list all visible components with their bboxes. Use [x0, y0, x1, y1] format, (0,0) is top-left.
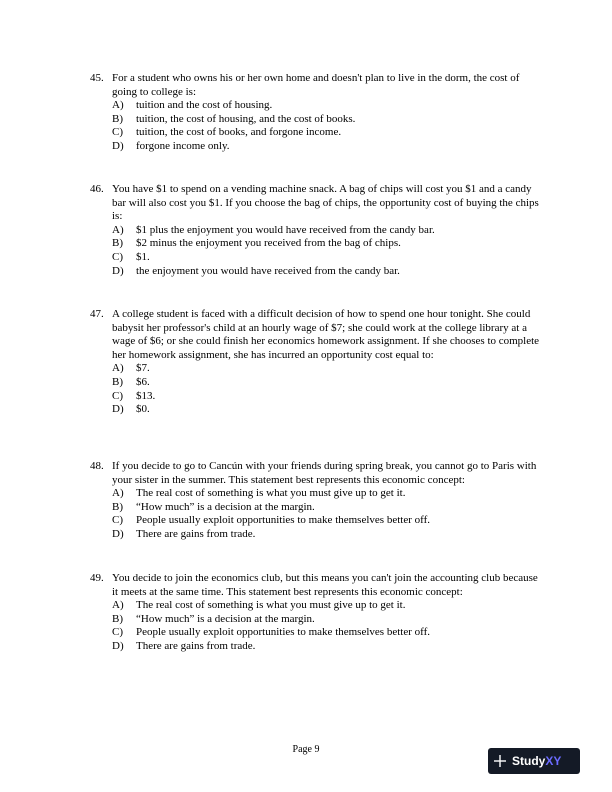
answer-choice-b — [112, 501, 542, 515]
answer-choice-a — [112, 224, 542, 238]
answer-choice-d — [112, 640, 542, 654]
choice-text: People usually exploit opportunities to make themselves better off. — [136, 514, 430, 527]
question-text: A college student is faced with a difficult decision of how to spend one hour tonight. She could babysit her professor's child at an hourly wage of $7; she could work at the college library at a wage of $6; or she could finish her economics homework assignment. If she chooses to complete her homework assignment, she has incurred an opportunity cost equal to: — [112, 308, 540, 361]
answer-choice-c — [112, 126, 542, 140]
question-stem — [90, 572, 542, 599]
question-48 — [90, 460, 542, 542]
question-number: 47. — [90, 308, 104, 320]
choice-text: $1 plus the enjoyment you would have received from the candy bar. — [136, 223, 435, 236]
question-stem — [90, 183, 542, 224]
choice-letter: B) — [112, 237, 123, 250]
question-45 — [90, 72, 542, 154]
choice-letter: D) — [112, 639, 124, 652]
plus-icon — [488, 748, 512, 774]
choice-text: $7. — [136, 362, 150, 375]
answer-choices — [112, 599, 542, 653]
choice-letter: B) — [112, 375, 123, 388]
choice-text: tuition, the cost of housing, and the cost of books. — [136, 112, 356, 125]
choice-text: $13. — [136, 389, 156, 402]
answer-choice-a — [112, 599, 542, 613]
question-stem — [90, 308, 542, 362]
choice-text: $0. — [136, 403, 150, 416]
choice-text: The real cost of something is what you must give up to get it. — [136, 599, 406, 612]
question-49 — [90, 572, 542, 654]
question-text: If you decide to go to Cancún with your friends during spring break, you cannot go to Paris with your sister in the summer. This statement best represents this economic concept: — [112, 460, 537, 486]
answer-choice-c — [112, 626, 542, 640]
choice-text: the enjoyment you would have received from the candy bar. — [136, 264, 400, 277]
badge-text-accent: XY — [545, 754, 562, 768]
choice-letter: B) — [112, 612, 123, 625]
question-text: You have $1 to spend on a vending machine snack. A bag of chips will cost you $1 and a candy bar will also cost you $1. If you choose the bag of chips, the opportunity cost of buying the chips is: — [112, 183, 539, 223]
answer-choice-b — [112, 113, 542, 127]
choice-text: $1. — [136, 250, 150, 263]
choice-letter: C) — [112, 126, 123, 139]
answer-choice-c — [112, 251, 542, 265]
question-stem — [90, 460, 542, 487]
answer-choice-d — [112, 265, 542, 279]
answer-choice-b — [112, 613, 542, 627]
choice-text: $2 minus the enjoyment you received from the bag of chips. — [136, 237, 401, 250]
choice-text: “How much” is a decision at the margin. — [136, 612, 315, 625]
question-number: 46. — [90, 183, 104, 195]
choice-letter: A) — [112, 487, 124, 500]
choice-text: There are gains from trade. — [136, 639, 256, 652]
answer-choices — [112, 99, 542, 153]
choice-letter: D) — [112, 139, 124, 152]
choice-text: People usually exploit opportunities to make themselves better off. — [136, 626, 430, 639]
choice-letter: C) — [112, 514, 123, 527]
choice-letter: A) — [112, 599, 124, 612]
question-stem — [90, 72, 542, 99]
choice-letter: B) — [112, 500, 123, 513]
answer-choice-b — [112, 237, 542, 251]
answer-choices — [112, 362, 542, 416]
question-number: 45. — [90, 72, 104, 84]
answer-choices — [112, 224, 542, 278]
choice-text: $6. — [136, 375, 150, 388]
question-number: 49. — [90, 572, 104, 584]
badge-text-main: Study — [512, 754, 546, 768]
choice-letter: B) — [112, 112, 123, 125]
answer-choice-a — [112, 99, 542, 113]
choice-text: tuition, the cost of books, and forgone income. — [136, 126, 342, 139]
page-number: Page 9 — [292, 744, 320, 755]
question-number: 48. — [90, 460, 104, 472]
answer-choice-d — [112, 140, 542, 154]
answer-choice-b — [112, 376, 542, 390]
choice-text: The real cost of something is what you must give up to get it. — [136, 487, 406, 500]
answer-choices — [112, 487, 542, 541]
choice-letter: D) — [112, 527, 124, 540]
answer-choice-c — [112, 514, 542, 528]
choice-letter: D) — [112, 403, 124, 416]
answer-choice-d — [112, 528, 542, 542]
choice-letter: D) — [112, 264, 124, 277]
answer-choice-a — [112, 362, 542, 376]
choice-letter: C) — [112, 250, 123, 263]
question-47 — [90, 308, 542, 417]
choice-letter: A) — [112, 99, 124, 112]
choice-letter: A) — [112, 362, 124, 375]
answer-choice-d — [112, 403, 542, 417]
choice-letter: C) — [112, 626, 123, 639]
choice-text: tuition and the cost of housing. — [136, 99, 273, 112]
choice-text: “How much” is a decision at the margin. — [136, 500, 315, 513]
question-text: You decide to join the economics club, but this means you can't join the accounting club because it meets at the same time. This statement best represents this economic concept: — [112, 572, 538, 598]
choice-text: forgone income only. — [136, 139, 230, 152]
choice-letter: A) — [112, 223, 124, 236]
answer-choice-c — [112, 390, 542, 404]
answer-choice-a — [112, 487, 542, 501]
choice-text: There are gains from trade. — [136, 527, 256, 540]
studyxy-badge[interactable] — [488, 748, 580, 774]
question-46 — [90, 183, 542, 278]
question-text: For a student who owns his or her own home and doesn't plan to live in the dorm, the cost of going to college is: — [112, 72, 520, 98]
choice-letter: C) — [112, 389, 123, 402]
